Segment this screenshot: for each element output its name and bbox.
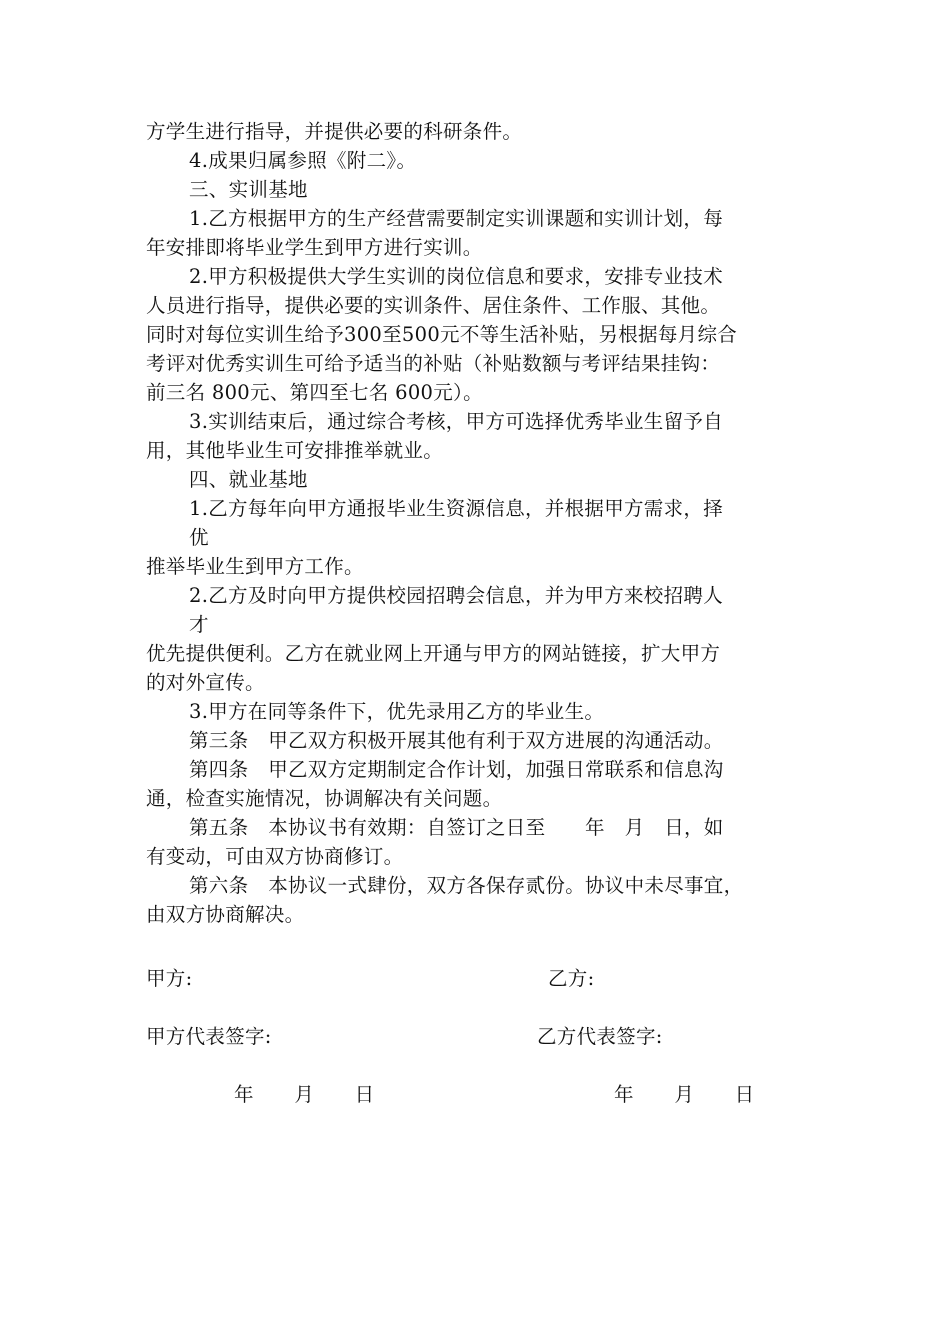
body-line: 4.成果归属参照《附二》。 [189, 149, 417, 172]
body-line: 2.甲方积极提供大学生实训的岗位信息和要求，安排专业技术 [189, 265, 724, 288]
date-month: 月 [674, 1083, 695, 1106]
body-line: 1.乙方根据甲方的生产经营需要制定实训课题和实训计划，每 [189, 207, 724, 230]
body-line: 三、实训基地 [189, 178, 308, 201]
body-line: 由双方协商解决。 [146, 903, 305, 926]
party-a-rep-signature-label: 甲方代表签字: [146, 1025, 272, 1048]
body-line: 考评对优秀实训生可给予适当的补贴（补贴数额与考评结果挂钩： [146, 352, 721, 375]
body-line: 2.乙方及时向甲方提供校园招聘会信息，并为甲方来校招聘人 [189, 584, 724, 607]
party-b-date [614, 1080, 754, 1109]
body-line: 有变动，可由双方协商修订。 [146, 845, 404, 868]
body-line: 优 [189, 526, 209, 549]
date-year: 年 [234, 1083, 254, 1106]
party-b-label: 乙方: [548, 967, 595, 990]
body-line: 3.实训结束后，通过综合考核，甲方可选择优秀毕业生留予自 [189, 410, 724, 433]
date-year: 年 [614, 1083, 634, 1106]
body-line: 通，检查实施情况，协调解决有关问题。 [146, 787, 503, 810]
agreement-body [146, 117, 818, 929]
body-line: 第五条 本协议书有效期：自签订之日至 年 月 日，如 [189, 816, 724, 839]
body-line: 3.甲方在同等条件下，优先录用乙方的毕业生。 [189, 700, 605, 723]
body-line: 第四条 甲乙双方定期制定合作计划，加强日常联系和信息沟 [189, 758, 724, 781]
body-line: 推举毕业生到甲方工作。 [146, 555, 364, 578]
body-line: 用，其他毕业生可安排推举就业。 [146, 439, 444, 462]
body-line: 人员进行指导，提供必要的实训条件、居住条件、工作服、其他。 [146, 294, 721, 317]
body-line: 方学生进行指导，并提供必要的科研条件。 [146, 120, 523, 143]
date-day: 日 [734, 1083, 755, 1106]
party-b-rep-signature-label: 乙方代表签字: [537, 1025, 663, 1048]
party-a-date [234, 1080, 374, 1109]
body-line: 同时对每位实训生给予300至500元不等生活补贴，另根据每月综合 [146, 323, 738, 346]
body-line: 年安排即将毕业学生到甲方进行实训。 [146, 236, 483, 259]
date-month: 月 [294, 1083, 315, 1106]
date-day: 日 [354, 1083, 375, 1106]
body-line: 才 [189, 613, 209, 636]
body-line: 前三名 800元、第四至七名 600元）。 [146, 381, 483, 404]
body-line: 第三条 甲乙双方积极开展其他有利于双方进展的沟通活动。 [189, 729, 724, 752]
body-line: 的对外宣传。 [146, 671, 265, 694]
party-a-label: 甲方: [146, 967, 193, 990]
body-line: 四、就业基地 [189, 468, 308, 491]
body-line: 第六条 本协议一式肆份，双方各保存贰份。协议中未尽事宜， [189, 874, 744, 897]
body-line: 1.乙方每年向甲方通报毕业生资源信息，并根据甲方需求，择 [189, 497, 724, 520]
body-line: 优先提供便利。乙方在就业网上开通与甲方的网站链接，扩大甲方 [146, 642, 721, 665]
